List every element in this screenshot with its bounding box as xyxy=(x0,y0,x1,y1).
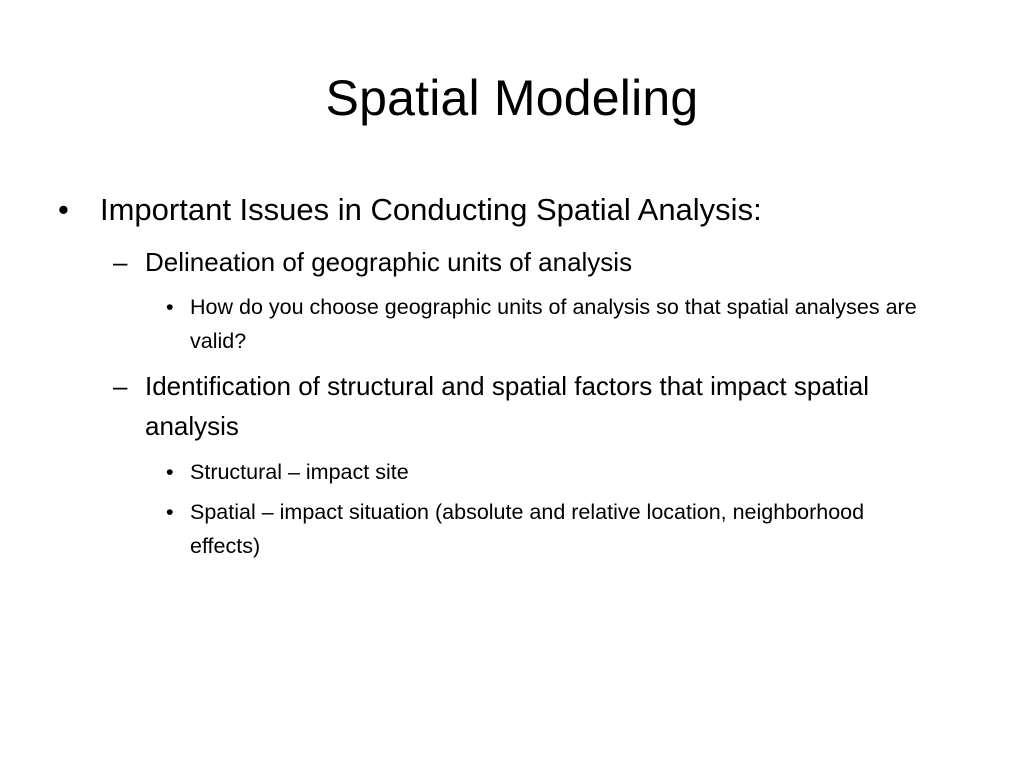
bullet-level3-item xyxy=(166,495,930,563)
dash-icon: – xyxy=(113,247,128,277)
bullet-text: Spatial – impact situation (absolute and relative location, neighborhood effects) xyxy=(190,500,865,558)
dash-icon: – xyxy=(113,371,128,401)
bullet-level3-item xyxy=(166,455,930,489)
bullet-text: Structural – impact site xyxy=(190,460,409,484)
bullet-text: How do you choose geographic units of analysis so that spatial analyses are valid? xyxy=(190,295,917,353)
bullet-level3-item xyxy=(166,290,930,358)
bullet-level2-item xyxy=(113,366,965,446)
bullet-dot-icon: • xyxy=(166,295,174,319)
bullet-level2-item xyxy=(113,242,965,282)
bullet-dot-icon: • xyxy=(166,500,174,524)
slide-title: Spatial Modeling xyxy=(325,70,699,126)
bullet-level1-item xyxy=(58,188,980,232)
bullet-text: Delineation of geographic units of analysis xyxy=(145,247,633,277)
bullet-dot-icon: • xyxy=(58,192,69,227)
bullet-text: Important Issues in Conducting Spatial Analysis: xyxy=(100,192,762,227)
bullet-dot-icon: • xyxy=(166,460,174,484)
bullet-text: Identification of structural and spatial factors that impact spatial analysis xyxy=(145,371,870,441)
